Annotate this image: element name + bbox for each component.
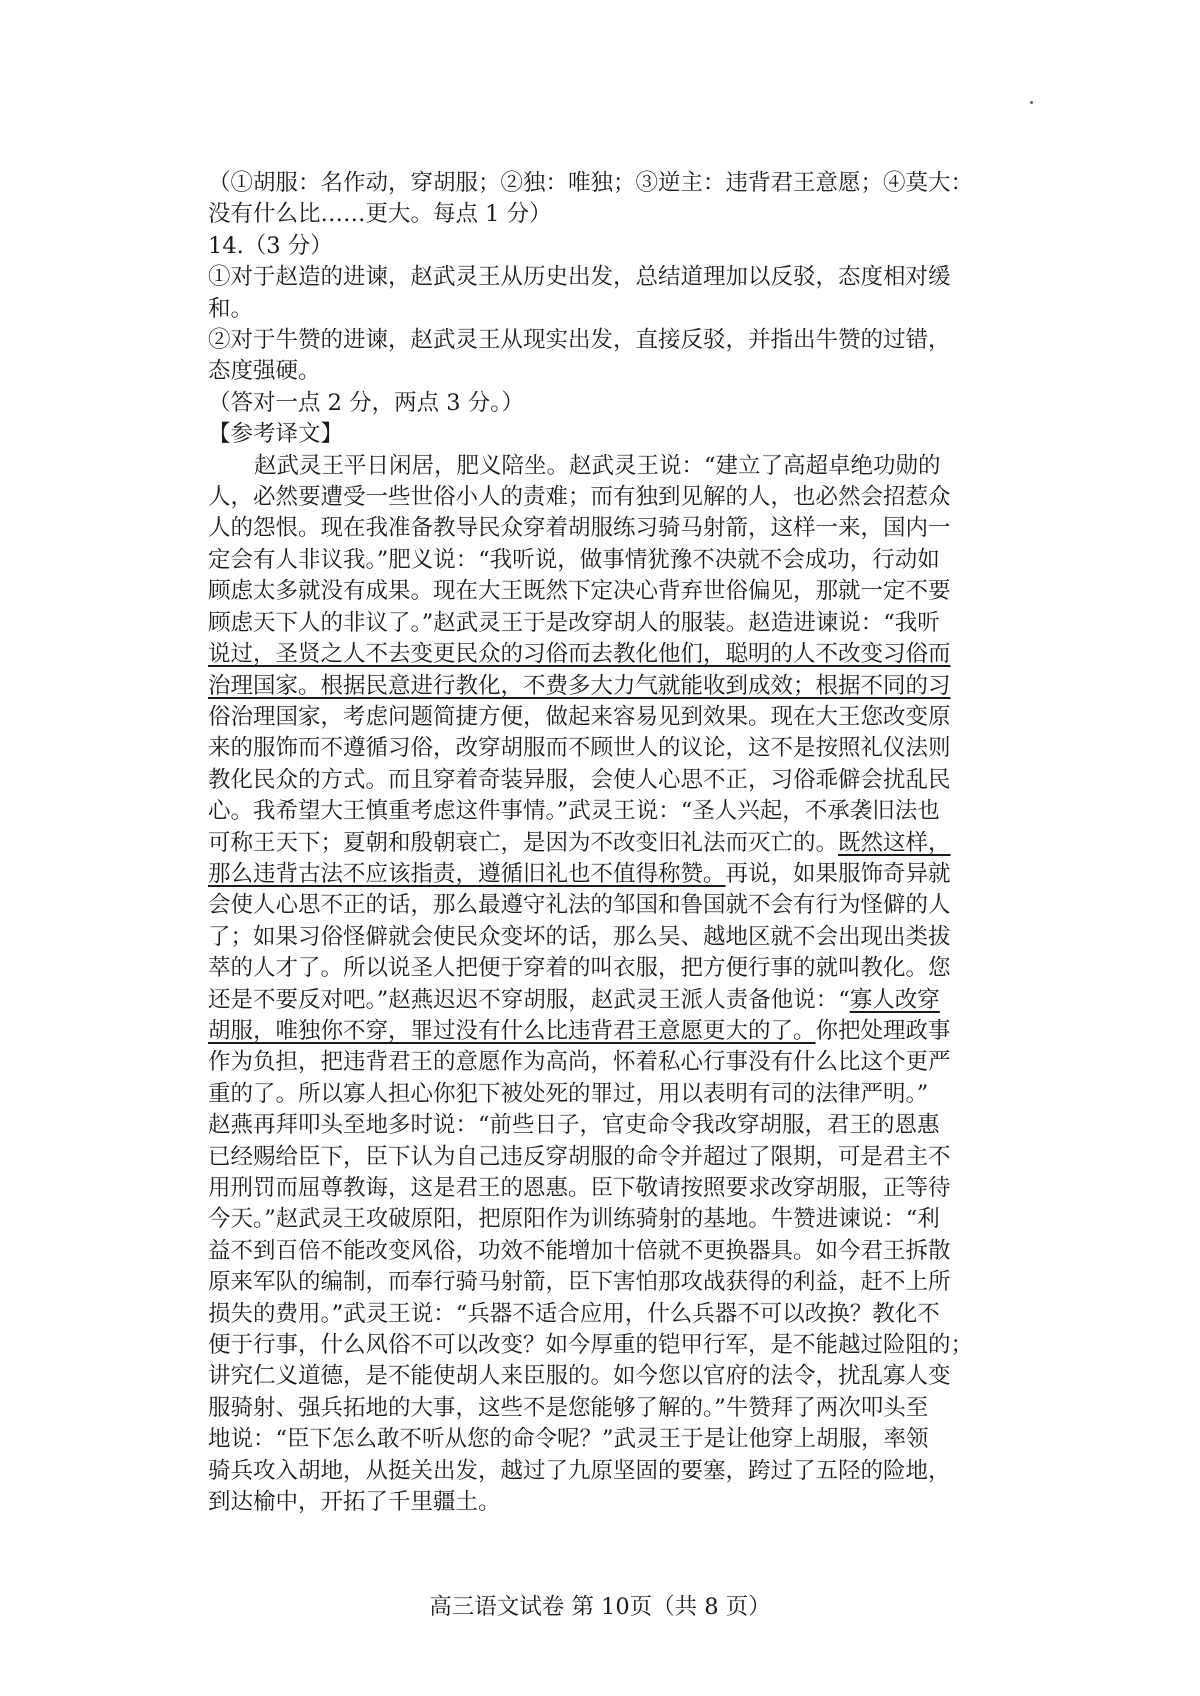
translation-segment-underlined: 胡服，唯独你不穿，罪过没有什么比违背君王意愿更大的了。	[208, 1017, 816, 1044]
q13-note-line: 没有什么比……更大。每点 1 分）	[208, 201, 552, 228]
translation-line: 作为负担，把违背君王的意愿作为高尚，怀着私心行事没有什么比这个更严	[208, 1049, 951, 1076]
translation-line: 用刑罚而屈尊教诲，这是君王的恩惠。臣下敬请按照要求改穿胡服，正等待	[208, 1175, 951, 1201]
document-body	[208, 168, 1003, 1518]
translation-line: 心。我希望大王慎重考虑这件事情。”武灵王说：“圣人兴起，不承袭旧法也	[208, 798, 940, 825]
q14-point-line: 和。	[208, 295, 254, 322]
translation-heading: 【参考译文】	[208, 421, 344, 448]
translation-line: 今天。”赵武灵王攻破原阳，把原阳作为训练骑射的基地。牛赞进谏说：“利	[208, 1206, 940, 1233]
translation-segment: 再说，如果服饰奇异就	[725, 860, 951, 887]
translation-line: 顾虑太多就没有成果。现在大王既然下定决心背弃世俗偏见，那就一定不要	[208, 578, 951, 605]
translation-line: 已经赐给臣下，臣下认为自己违反穿胡服的命令并超过了限期，可是君主不	[208, 1143, 951, 1170]
translation-line: 来的服饰而不遵循习俗，改穿胡服而不顾世人的议论，这不是按照礼仪法则	[208, 735, 951, 762]
translation-line: 萃的人才了。所以说圣人把便于穿着的叫衣服，把方便行事的就叫教化。您	[208, 955, 951, 982]
translation-line	[208, 985, 1003, 1016]
translation-line-underlined: 说过，圣贤之人不去变更民众的习俗而去教化他们，聪明的人不改变习俗而	[208, 641, 951, 668]
translation-line: 地说：“臣下怎么敢不听从您的命令呢？”武灵王于是让他穿上胡服，率领	[208, 1426, 929, 1453]
translation-line: 原来军队的编制，而奉行骑马射箭，臣下害怕那攻战获得的利益，赶不上所	[208, 1269, 951, 1296]
translation-line-underlined: 治理国家。根据民意进行教化，不费多大力气就能收到成效；根据不同的习	[208, 672, 951, 699]
q13-note-line: （①胡服：名作动，穿胡服；②独：唯独；③逆主：违背君王意愿；④莫大：	[208, 170, 974, 196]
translation-line: 损失的费用。”武灵王说：“兵器不适合应用，什么兵器不可以改换？教化不	[208, 1300, 940, 1327]
translation-segment: 还是不要反对吧。”赵燕迟迟不穿胡服，赵武灵王派人责备他说：“	[208, 986, 850, 1013]
translation-line: 会使人心思不正的话，那么最遵守礼法的邹国和鲁国就不会有行为怪僻的人	[208, 892, 951, 919]
translation-line: 定会有人非议我。”肥义说：“我听说，做事情犹豫不决就不会成功，行动如	[208, 546, 940, 573]
translation-line: 人，必然要遭受一些世俗小人的责难；而有独到见解的人，也必然会招惹众	[208, 484, 951, 511]
translation-line: 到达榆中，开拓了千里疆土。	[208, 1489, 501, 1516]
translation-line	[208, 828, 1003, 859]
translation-segment-underlined: 寡人改穿	[849, 986, 940, 1013]
translation-line: 赵武灵王平日闲居，肥义陪坐。赵武灵王说：“建立了高超卓绝功勋的	[254, 452, 941, 479]
translation-segment: 可称王天下；夏朝和殷朝衰亡，是因为不改变旧礼法而灭亡的。	[208, 829, 839, 856]
translation-line: 了；如果习俗怪僻就会使民众变坏的话，那么吴、越地区就不会出现出类拔	[208, 923, 951, 950]
translation-line	[208, 1016, 1003, 1047]
scan-speck	[1030, 101, 1033, 104]
translation-line: 赵燕再拜叩头至地多时说：“前些日子，官吏命令我改穿胡服，君王的恩惠	[208, 1112, 940, 1139]
translation-line: 骑兵攻入胡地，从挺关出发，越过了九原坚固的要塞，跨过了五陉的险地，	[208, 1457, 951, 1484]
page-footer: 高三语文试卷 第 10页（共 8 页）	[429, 1594, 771, 1620]
translation-segment: 你把处理政事	[815, 1017, 951, 1044]
q14-point-line: 态度强硬。	[208, 358, 321, 385]
translation-line: 人的怨恨。现在我准备教导民众穿着胡服练习骑马射箭，这样一来，国内一	[208, 515, 951, 542]
translation-line: 讲究仁义道德，是不能使胡人来臣服的。如今您以官府的法令，扰乱寡人变	[208, 1363, 951, 1390]
translation-line: 教化民众的方式。而且穿着奇装异服，会使人心思不正，习俗乖僻会扰乱民	[208, 766, 951, 793]
translation-line: 便于行事，什么风俗不可以改变？如今厚重的铠甲行军，是不能越过险阻的；	[208, 1332, 974, 1359]
translation-line: 顾虑天下人的非议了。”赵武灵王于是改穿胡人的服装。赵造进谏说：“我听	[208, 609, 940, 636]
translation-line: 服骑射、强兵拓地的大事，这些不是您能够了解的。”牛赞拜了两次叩头至	[208, 1394, 929, 1421]
translation-segment-underlined: 那么违背古法不应该指责，遵循旧礼也不值得称赞。	[208, 860, 726, 887]
q14-heading: 14.（3 分）	[208, 232, 333, 259]
translation-line: 俗治理国家，考虑问题简捷方便，做起来容易见到效果。现在大王您改变原	[208, 703, 951, 730]
translation-segment-underlined: 既然这样，	[838, 829, 951, 856]
q14-scoring-note: （答对一点 2 分，两点 3 分。）	[208, 389, 524, 416]
q14-point-line: ②对于牛赞的进谏，赵武灵王从现实出发，直接反驳，并指出牛赞的过错，	[208, 327, 951, 354]
q14-point-line: ①对于赵造的进谏，赵武灵王从历史出发，总结道理加以反驳，态度相对缓	[208, 264, 951, 291]
translation-line: 益不到百倍不能改变风俗，功效不能增加十倍就不更换器具。如今君王拆散	[208, 1237, 951, 1264]
translation-line: 重的了。所以寡人担心你犯下被处死的罪过，用以表明有司的法律严明。”	[208, 1080, 929, 1107]
translation-line	[208, 859, 1003, 890]
